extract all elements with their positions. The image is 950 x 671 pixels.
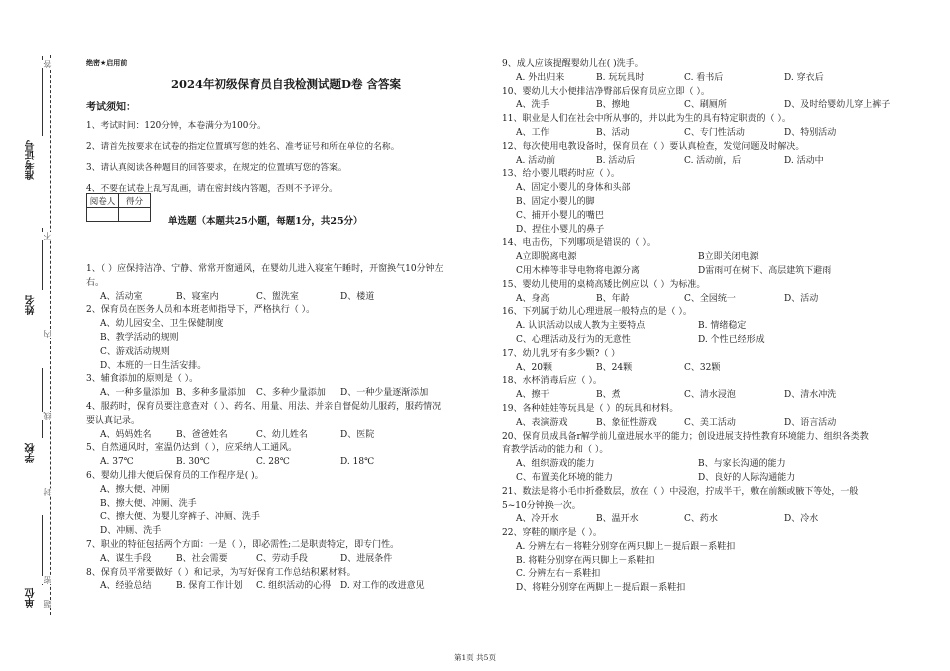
notice-item: 2、请首先按要求在试卷的指定位置填写您的姓名、准考证号和所在单位的名称。 [86,142,400,152]
seal-mark: 不 [43,232,52,240]
option: C. 28℃ [256,457,290,468]
option-row [502,293,922,307]
question-text-cont: 右。 [86,277,105,288]
option-row [86,387,486,401]
option-row [86,429,486,443]
label-school: 学校 [26,443,37,463]
option: A、20颗 [516,362,552,373]
score-cell [119,208,151,222]
label-exam-number: 准考证号 [26,140,37,180]
question-text: 17、幼儿乳牙有多少颗?（ ） [502,348,621,359]
option: B、与家长沟通的能力 [698,459,786,470]
option-row [502,320,922,334]
option: C、盥洗室 [256,291,299,302]
question-text: 12、每次使用电教设备时，保育员在（ ）要认真检查，发觉问题及时解决。 [502,141,805,152]
seal-mark: 题 [43,600,52,608]
option: C、劳动手段 [256,553,308,564]
option: A、擦干 [516,390,550,401]
question-text: 5、自然通风时，室温仍达到（ ），应采纳人工通风。 [86,443,298,454]
option: D. 穿衣后 [784,72,824,83]
option: A、表演游戏 [516,417,568,428]
option: A、经验总结 [100,581,152,592]
option: D、冷水 [784,514,819,525]
question-text: 20、保育员成具备r解学前儿童进展水平的能力；创设进展支持性教育环境能力、组织各类教 [502,431,869,442]
option: C、32颗 [684,362,721,373]
option: A、冷开水 [516,514,559,525]
option: C、多种少量添加 [256,388,326,399]
option: D. 个性已经形成 [698,334,765,345]
option: A. 分辨左右－将鞋分别穿在两只脚上－提后跟－系鞋扣 [516,541,736,552]
option: C、布置美化环境的能力 [516,472,613,483]
question-text-cont: 5~10分钟换一次。 [502,500,581,511]
option-row [502,155,922,169]
option: B. 玩玩具时 [596,72,645,83]
option-row [86,291,486,305]
option: B、擦大便、冲厕、洗手 [100,498,197,509]
option: D、一种少量逐渐添加 [340,388,429,399]
score-table [86,193,151,222]
notice-heading: 考试须知： [86,102,136,113]
option: D、活动 [784,293,819,304]
score-table-score: 得分 [119,194,151,208]
option: B、24颗 [596,362,633,373]
seal-mark: 内 [43,330,52,338]
option: B、寝室内 [176,291,219,302]
option: A. 外出归来 [516,72,565,83]
option: D、捏住小婴儿的鼻子 [516,224,605,235]
option-row [502,417,922,431]
option: C. 分辨左右－系鞋扣 [516,569,601,580]
option: C. 看书后 [684,72,724,83]
option: D. 对工作的改进意见 [340,581,425,592]
option-row [502,389,922,403]
exam-number-blank [42,56,43,136]
seal-mark: 密 [43,576,52,584]
question-text: 13、给小婴儿喂药时应（ ）。 [502,169,620,180]
option: B. 30℃ [176,457,210,468]
option: C、清水浸泡 [684,390,736,401]
option: A、工作 [516,127,550,138]
score-cell [87,208,119,222]
option-row [502,72,922,86]
seal-mark: 答 [43,60,52,68]
option-row [502,472,922,486]
notice-item: 4、不要在试卷上乱写乱画，请在密封线内答题，否则不予评分。 [86,184,338,194]
question-text: 9、成人应该提醒婴幼儿在( )洗手。 [502,59,644,69]
option: C、刷厕所 [684,100,727,111]
left-question-list [86,263,486,594]
option: A、洗手 [516,100,550,111]
option-row [502,334,922,348]
option: B、活动 [596,127,630,138]
option: D. 18℃ [340,457,375,468]
option: A、组织游戏的能力 [516,459,595,470]
question-text-cont: 要认真记录。 [86,415,141,426]
option: D、及时给婴幼儿穿上裤子 [784,100,891,111]
question-text: 10、婴幼儿大小便排洁净臀部后保育员应立即（ ）。 [502,86,710,97]
option: B、固定小婴儿的脚 [516,196,595,207]
question-text: 18、水杯消毒后应（ ）。 [502,376,602,387]
option: A、活动室 [100,291,143,302]
option: C、幼儿姓名 [256,429,308,440]
question-text: 11、职业是人们在社会中所从事的，并以此为生的具有特定职责的（ ）。 [502,114,791,125]
option: D、清水冲洗 [784,390,837,401]
option: B、温开水 [596,514,639,525]
option: A、幼儿园安全、卫生保健制度 [100,319,224,330]
option: D、楼道 [340,291,375,302]
option: D、医院 [340,429,375,440]
option-row [502,99,922,113]
option: C、捕开小婴儿的嘴巴 [516,210,604,221]
seal-mark: 封 [43,488,52,496]
option-row [502,251,922,265]
option: B. 保育工作计划 [176,581,243,592]
option: A、妈妈姓名 [100,429,152,440]
question-text: 1、（ ）应保持洁净、宁静、常常开窗通风，在婴幼儿进入寝室午睡时，开窗换气10分钟左 [86,264,444,274]
option: B. 情绪稳定 [698,321,747,332]
unit-blank [42,515,43,585]
page-footer: 第1页 共5页 [454,653,496,662]
option: B、爸爸姓名 [176,429,228,440]
option: C、专门性活动 [684,127,745,138]
option: B、煮 [596,390,621,401]
option: C、全园统一 [684,293,736,304]
seal-mark: 线 [43,412,52,420]
option: A. 活动前 [516,155,556,166]
option-row [502,265,922,279]
question-text-cont: 育教学活动的能力和（ ）。 [502,445,609,456]
option: B、象征性游戏 [596,417,657,428]
option: C、擦大便、为婴儿穿裤子、冲厕、洗手 [100,512,260,523]
question-text: 19、各种娃娃等玩具是（ ）的玩具和材料。 [502,403,679,414]
option: D、进展条件 [340,553,393,564]
option-row [86,580,486,594]
option: C、药水 [684,514,718,525]
option: D、冲厕、洗手 [100,526,162,537]
question-text: 8、保育员平常要做好（ ）和记录，为写好保育工作总结积累材料。 [86,567,356,578]
question-text: 15、婴幼儿使用的桌椅高矮比例应以（ ）为标准。 [502,279,706,290]
option: D雷雨可在树下、高层建筑下避雨 [698,265,832,276]
option: B、教学活动的规则 [100,332,179,343]
secret-tag: 绝密★启用前 [86,59,128,67]
option: A、身高 [516,293,550,304]
question-text: 22、穿鞋的顺序是（ ）。 [502,528,602,539]
option-row [502,362,922,376]
section-heading: 单选题（本题共25小题，每题1分，共25分） [168,216,363,227]
option: D、良好的人际沟通能力 [698,472,796,483]
question-text: 14、电击伤，下列哪项是错误的（ ）。 [502,238,656,249]
option: B、擦地 [596,100,630,111]
question-text: 3、辅食添加的原则是（ ）。 [86,374,199,385]
notice-item: 3、请认真阅读各种题目的回答要求，在规定的位置填写您的答案。 [86,163,347,173]
label-name: 姓名 [26,295,37,315]
option: A. 认识活动以成人教为主要特点 [516,321,646,332]
page-title: 2024年初级保育员自我检测试题D卷 含答案 [171,77,401,91]
option-row [502,458,922,472]
option: A、一种多量添加 [100,388,170,399]
option: B立即关闭电源 [698,252,759,263]
option: B、社会需要 [176,553,228,564]
option: C、心理活动及行为的无意性 [516,334,631,345]
label-unit: 单位 [26,588,37,608]
option-row [86,456,486,470]
question-text: 7、职业的特征包括两个方面：一是（ ），即必需性;二是职责特定，即专门性。 [86,539,400,550]
binding-margin [0,0,60,671]
option: D、特别活动 [784,127,837,138]
option: D、语言活动 [784,417,837,428]
question-text: 16、下列属于幼儿心理进展一般特点的是（ ）。 [502,307,692,318]
option: C用木棒等非导电物将电源分离 [516,265,640,276]
option: D. 活动中 [784,155,824,166]
option-row [502,127,922,141]
option: B. 将鞋分别穿在两只脚上－系鞋扣 [516,555,655,566]
option: B、年龄 [596,293,630,304]
option-row [502,513,922,527]
option: B. 活动后 [596,155,636,166]
notice-item: 1、考试时间：120分钟，本卷满分为100分。 [86,121,266,131]
option: C、美工活动 [684,417,736,428]
option: C、游戏活动规则 [100,346,170,357]
option: A. 37℃ [100,457,134,468]
score-table-grader: 阅卷人 [87,194,119,208]
option: A立即脱离电源 [516,252,577,263]
school-blank [42,368,43,438]
question-text: 6、婴幼儿排大便后保育员的工作程序是( )。 [86,470,264,481]
option: A、固定小婴儿的身体和头部 [516,183,631,194]
option: C. 组织活动的心得 [256,581,332,592]
option: D、将鞋分别穿在两脚上－提后跟－系鞋扣 [516,583,686,594]
option-row [86,553,486,567]
right-question-list [502,58,922,596]
question-text: 4、服药时，保育员要注意查对（ ）、药名、用量、用法、并亲自督促幼儿服药，服药情况 [86,401,442,412]
question-text: 2、保育员在医务人员和本班老师指导下，严格执行（ ）。 [86,305,316,316]
option: C. 活动前，后 [684,155,742,166]
notice-list [86,116,486,200]
option: D、本班的一日生活安排。 [100,360,207,371]
option: B、多种多量添加 [176,388,246,399]
option: A、擦大便、冲厕 [100,484,170,495]
question-text: 21、数法是将小毛巾折叠数层，放在（ ）中浸泡，拧成半干，敷在前额或腋下等处，一般 [502,486,859,497]
option: A、谋生手段 [100,553,152,564]
